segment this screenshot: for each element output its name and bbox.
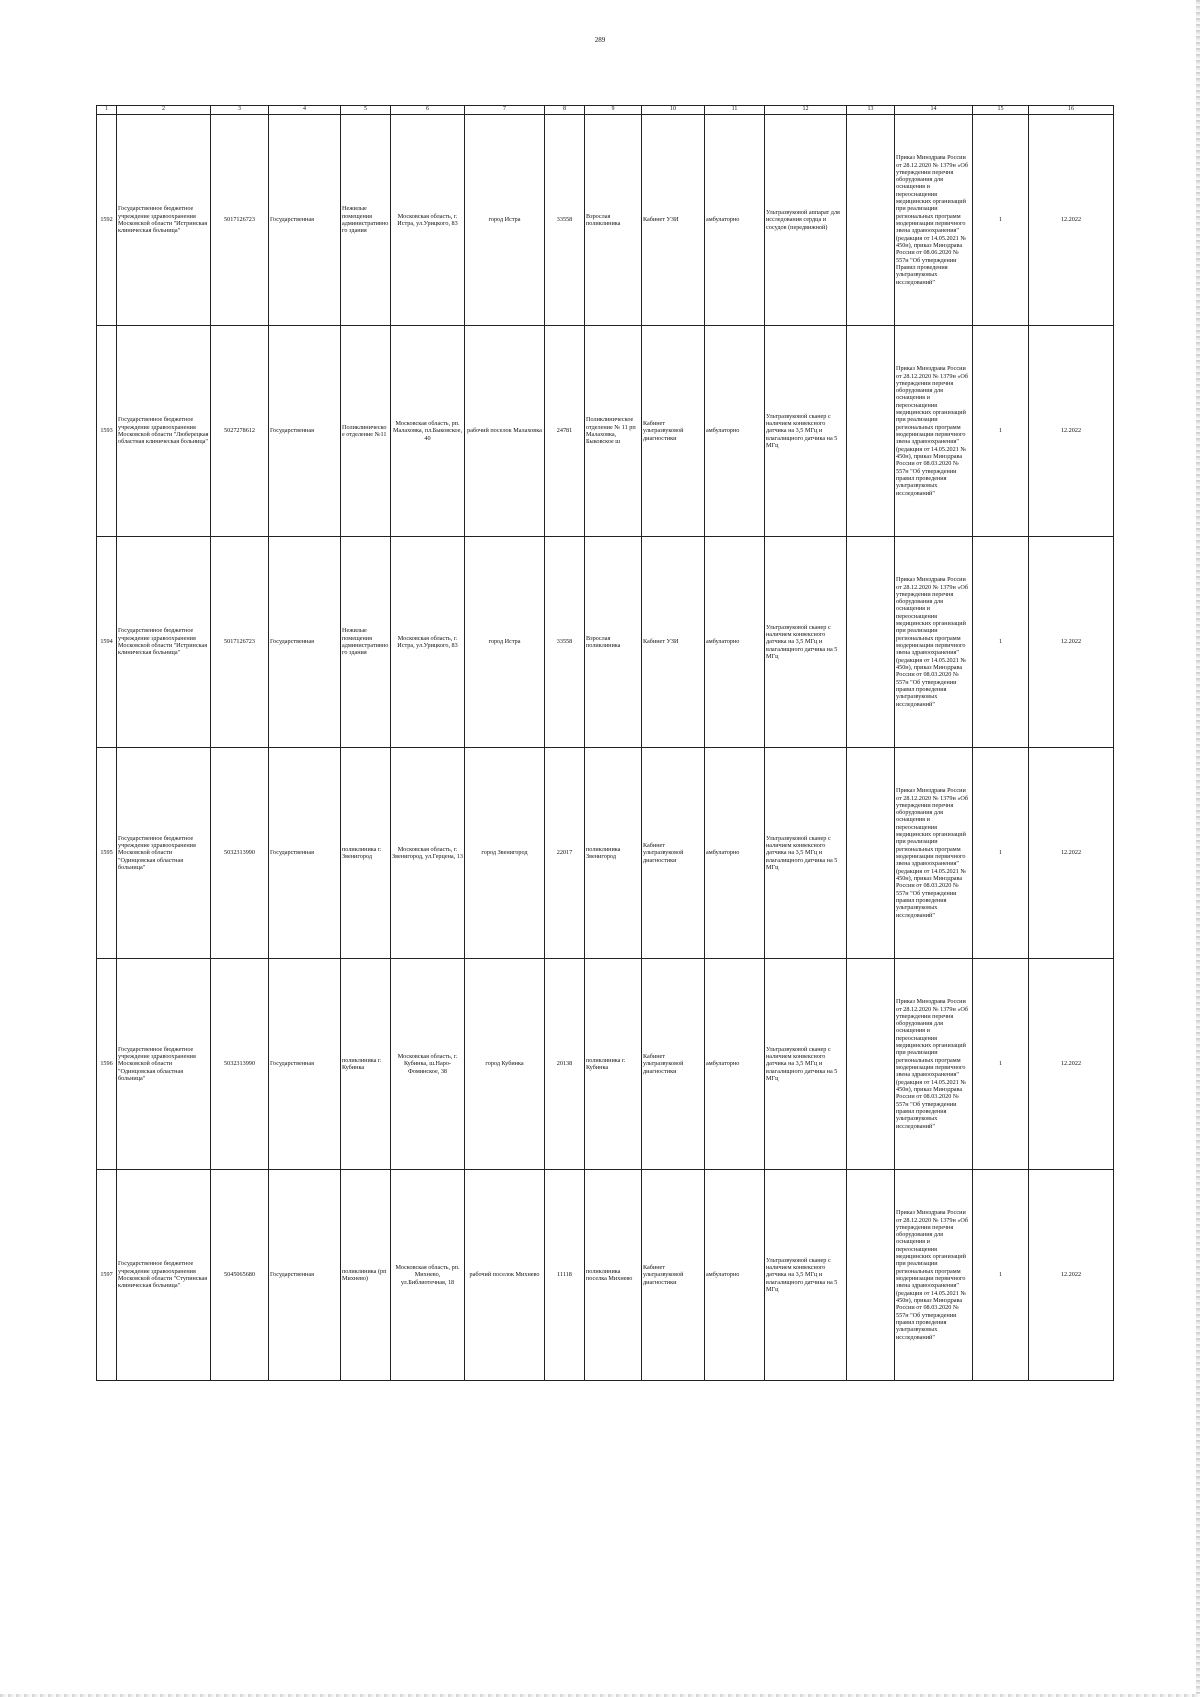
- inn: 5027278612: [211, 326, 269, 537]
- unit: поликлиника поселка Михнево: [585, 1170, 642, 1381]
- ownership-form: Государственная: [269, 115, 341, 326]
- table-row: [97, 1170, 1114, 1381]
- care-conditions: амбулаторно: [705, 959, 765, 1170]
- inn: 5032313990: [211, 748, 269, 959]
- column-13: [847, 537, 895, 748]
- settlement: город Истра: [465, 537, 545, 748]
- address: Московская область, г. Кубинка, ш.Наро-Фоминское, 38: [391, 959, 465, 1170]
- care-conditions: амбулаторно: [705, 326, 765, 537]
- column-header: 5: [341, 106, 391, 115]
- column-13: [847, 326, 895, 537]
- cabinet: Кабинет УЗИ: [642, 115, 705, 326]
- settlement: город Кубинка: [465, 959, 545, 1170]
- column-header: 16: [1029, 106, 1114, 115]
- column-13: [847, 748, 895, 959]
- column-13: [847, 959, 895, 1170]
- subdivision: Нежилые помещения административного здания: [341, 115, 391, 326]
- quantity: 1: [973, 326, 1029, 537]
- unit: поликлиника Звенигород: [585, 748, 642, 959]
- inn: 5017126723: [211, 115, 269, 326]
- quantity: 1: [973, 537, 1029, 748]
- settlement: рабочий поселок Малаховка: [465, 326, 545, 537]
- row-number: 1595: [97, 748, 117, 959]
- delivery-date: 12.2022: [1029, 959, 1114, 1170]
- column-header: 7: [465, 106, 545, 115]
- organization-name: Государственное бюджетное учреждение здравоохранения Московской области "Одинцовская областная больница": [117, 959, 211, 1170]
- cabinet: Кабинет ультразвуковой диагностики: [642, 1170, 705, 1381]
- column-number-row: [97, 106, 1114, 115]
- scan-edge-artifact: [1196, 0, 1200, 1697]
- address: Московская область, г. Истра, ул.Урицкого, 83: [391, 537, 465, 748]
- subdivision: поликлиника г. Кубинка: [341, 959, 391, 1170]
- population: 20138: [545, 959, 585, 1170]
- unit: Взрослая поликлиника: [585, 537, 642, 748]
- subdivision: поликлиника (рп Михнево): [341, 1170, 391, 1381]
- equipment-name: Ультразвуковой аппарат для исследования сердца и сосудов (передвижной): [765, 115, 847, 326]
- column-header: 15: [973, 106, 1029, 115]
- column-header: 14: [895, 106, 973, 115]
- address: Московская область, г. Звенигород, ул.Герцена, 13: [391, 748, 465, 959]
- ownership-form: Государственная: [269, 959, 341, 1170]
- care-conditions: амбулаторно: [705, 537, 765, 748]
- ownership-form: Государственная: [269, 537, 341, 748]
- row-number: 1593: [97, 326, 117, 537]
- population: 22017: [545, 748, 585, 959]
- organization-name: Государственное бюджетное учреждение здравоохранения Московской области "Ступинская клиническая больница": [117, 1170, 211, 1381]
- legal-basis: Приказ Минздрава России от 28.12.2020 № 1379н «Об утверждении перечня оборудования для оснащения и переоснащения медицинских организаций при реализации региональных программ модернизации первичного звена здравоохранения"(редакция от 14.05.2021 № 450н), приказ Минздрава России от 08.03.2020 № 557н "Об утверждении правил проведения ультразвуковых исследований": [895, 959, 973, 1170]
- row-number: 1592: [97, 115, 117, 326]
- column-header: 6: [391, 106, 465, 115]
- row-number: 1597: [97, 1170, 117, 1381]
- ownership-form: Государственная: [269, 326, 341, 537]
- unit: поликлиника г. Кубинка: [585, 959, 642, 1170]
- inn: 5017126723: [211, 537, 269, 748]
- population: 24781: [545, 326, 585, 537]
- equipment-table: [96, 105, 1114, 1381]
- column-header: 13: [847, 106, 895, 115]
- care-conditions: амбулаторно: [705, 1170, 765, 1381]
- organization-name: Государственное бюджетное учреждение здравоохранения Московской области "Истринская клиническая больница": [117, 537, 211, 748]
- care-conditions: амбулаторно: [705, 115, 765, 326]
- table-row: [97, 537, 1114, 748]
- legal-basis: Приказ Минздрава России от 28.12.2020 № 1379н «Об утверждении перечня оборудования для оснащения и переоснащения медицинских организаций при реализации региональных программ модернизации первичного звена здравоохранения"(редакция от 14.05.2021 № 450н), приказ Минздрава России от 08.03.2020 № 557н "Об утверждении правил проведения ультразвуковых исследований": [895, 537, 973, 748]
- address: Московская область, г. Истра, ул.Урицкого, 83: [391, 115, 465, 326]
- table-row: [97, 748, 1114, 959]
- quantity: 1: [973, 115, 1029, 326]
- population: 11118: [545, 1170, 585, 1381]
- column-header: 8: [545, 106, 585, 115]
- row-number: 1594: [97, 537, 117, 748]
- equipment-name: Ультразвуковой сканер с наличием конвексного датчика на 3,5 МГц и влагалищного датчика на 5 МГц: [765, 748, 847, 959]
- equipment-name: Ультразвуковой сканер с наличием конвексного датчика на 3,5 МГц и влагалищного датчика на 5 МГц: [765, 537, 847, 748]
- column-header: 1: [97, 106, 117, 115]
- delivery-date: 12.2022: [1029, 748, 1114, 959]
- ownership-form: Государственная: [269, 1170, 341, 1381]
- column-13: [847, 115, 895, 326]
- subdivision: поликлиника г. Звенигород: [341, 748, 391, 959]
- delivery-date: 12.2022: [1029, 1170, 1114, 1381]
- settlement: рабочий поселок Михнево: [465, 1170, 545, 1381]
- column-header: 12: [765, 106, 847, 115]
- table-row: [97, 326, 1114, 537]
- population: 33558: [545, 537, 585, 748]
- cabinet: Кабинет ультразвуковой диагностики: [642, 748, 705, 959]
- column-header: 2: [117, 106, 211, 115]
- legal-basis: Приказ Минздрава России от 28.12.2020 № 1379н «Об утверждении перечня оборудования для оснащения и переоснащения медицинских организаций при реализации региональных программ модернизации первичного звена здравоохранения"(редакция от 14.05.2021 № 450н), приказ Минздрава России от 08.06.2020 № 557н "Об утверждении Правил проведения ультразвуковых исследований": [895, 115, 973, 326]
- table-row: [97, 959, 1114, 1170]
- cabinet: Кабинет УЗИ: [642, 537, 705, 748]
- table-row: [97, 115, 1114, 326]
- quantity: 1: [973, 748, 1029, 959]
- cabinet: Кабинет ультразвуковой диагностики: [642, 959, 705, 1170]
- cabinet: Кабинет ультразвуковой диагностики: [642, 326, 705, 537]
- organization-name: Государственное бюджетное учреждение здравоохранения Московской области "Люберецкая областная клиническая больница": [117, 326, 211, 537]
- inn: 5032313990: [211, 959, 269, 1170]
- settlement: город Истра: [465, 115, 545, 326]
- page-number: 289: [594, 36, 606, 44]
- equipment-name: Ультразвуковой сканер с наличием конвексного датчика на 3,5 МГц и влагалищного датчика на 5 МГц: [765, 1170, 847, 1381]
- unit: Поликлиническое отделение № 11 рп Малаховка, Быковское ш: [585, 326, 642, 537]
- quantity: 1: [973, 959, 1029, 1170]
- column-13: [847, 1170, 895, 1381]
- column-header: 3: [211, 106, 269, 115]
- organization-name: Государственное бюджетное учреждение здравоохранения Московской области "Одинцовская областная больница": [117, 748, 211, 959]
- address: Московская область, рп. Михнево, ул.Библиотечная, 18: [391, 1170, 465, 1381]
- legal-basis: Приказ Минздрава России от 28.12.2020 № 1379н «Об утверждении перечня оборудования для оснащения и переоснащения медицинских организаций при реализации региональных программ модернизации первичного звена здравоохранения"(редакция от 14.05.2021 № 450н), приказ Минздрава России от 08.03.2020 № 557н "Об утверждении правил проведения ультразвуковых исследований": [895, 326, 973, 537]
- inn: 5045065680: [211, 1170, 269, 1381]
- column-header: 9: [585, 106, 642, 115]
- delivery-date: 12.2022: [1029, 115, 1114, 326]
- settlement: город Звенигород: [465, 748, 545, 959]
- column-header: 11: [705, 106, 765, 115]
- quantity: 1: [973, 1170, 1029, 1381]
- column-header: 10: [642, 106, 705, 115]
- ownership-form: Государственная: [269, 748, 341, 959]
- row-number: 1596: [97, 959, 117, 1170]
- address: Московская область, рп. Малаховка, пл.Быковское, 40: [391, 326, 465, 537]
- equipment-name: Ультразвуковой сканер с наличием конвексного датчика на 3,5 МГц и влагалищного датчика на 5 МГц: [765, 959, 847, 1170]
- equipment-name: Ультразвуковой сканер с наличием конвексного датчика на 3,5 МГц и влагалищного датчика на 5 МГц: [765, 326, 847, 537]
- legal-basis: Приказ Минздрава России от 28.12.2020 № 1379н «Об утверждении перечня оборудования для оснащения и переоснащения медицинских организаций при реализации региональных программ модернизации первичного звена здравоохранения"(редакция от 14.05.2021 № 450н), приказ Минздрава России от 08.03.2020 № 557н "Об утверждении правил проведения ультразвуковых исследований": [895, 1170, 973, 1381]
- delivery-date: 12.2022: [1029, 537, 1114, 748]
- organization-name: Государственное бюджетное учреждение здравоохранения Московской области "Истринская клиническая больница": [117, 115, 211, 326]
- delivery-date: 12.2022: [1029, 326, 1114, 537]
- subdivision: Поликлиническое отделение №11: [341, 326, 391, 537]
- column-header: 4: [269, 106, 341, 115]
- population: 33558: [545, 115, 585, 326]
- care-conditions: амбулаторно: [705, 748, 765, 959]
- subdivision: Нежилые помещения административного здания: [341, 537, 391, 748]
- unit: Взрослая поликлиника: [585, 115, 642, 326]
- legal-basis: Приказ Минздрава России от 28.12.2020 № 1379н «Об утверждении перечня оборудования для оснащения и переоснащения медицинских организаций при реализации региональных программ модернизации первичного звена здравоохранения"(редакция от 14.05.2021 № 450н), приказ Минздрава России от 08.03.2020 № 557н "Об утверждении правил проведения ультразвуковых исследований": [895, 748, 973, 959]
